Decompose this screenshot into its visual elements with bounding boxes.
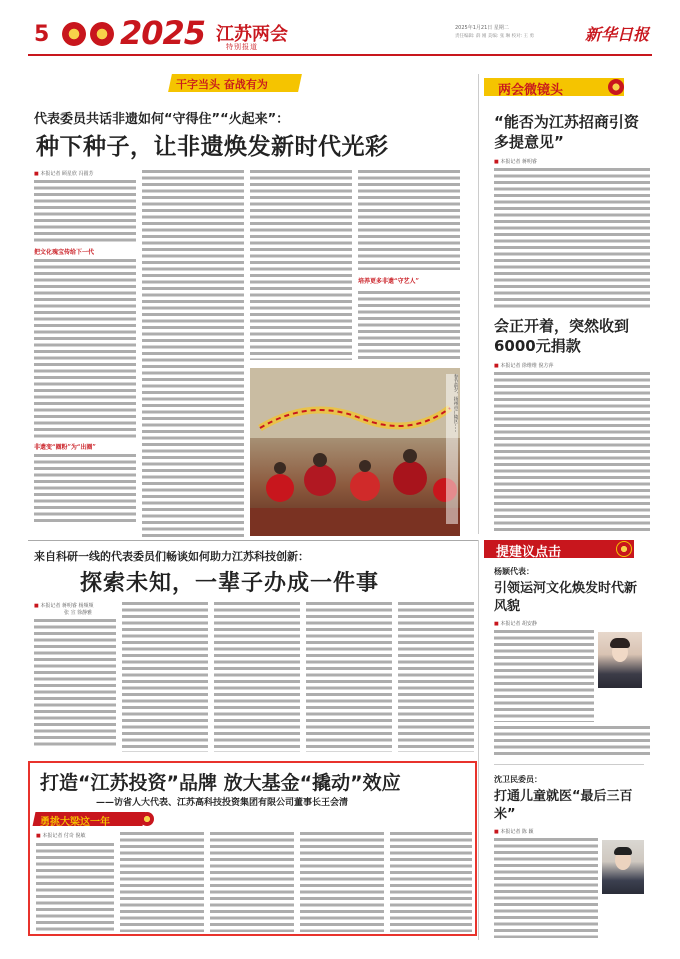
banner-slogan-label: 干字当头 奋战有为 [176,78,268,91]
article2-text-block [34,619,116,749]
article1-text-block [34,259,136,439]
article3-text-block [210,832,294,932]
sidebar2-emblem-icon [616,541,632,557]
article1-text-block [250,170,352,360]
article1-text-block [358,170,460,270]
emblem-icon [62,22,86,46]
sidebar2-headline2: 打通儿童就医“最后三百米” [494,789,633,822]
article1-photo [250,368,460,536]
article1-subheading-3: 非遗变“圈粉”为“出圈” [34,444,96,451]
article1-text-block [142,170,244,538]
sidebar1-byline: 本报记者 蒋明睿 [500,159,537,165]
article3-col1: ■ 本报记者 付奇 倪敏 [36,832,114,932]
article2-col5 [398,602,474,752]
sidebar1-banner: 两会微镜头 [498,83,564,98]
sidebar1-text-block [494,372,650,532]
article1-kicker: 代表委员共话非遗如何“守得住”“火起来”： [34,112,290,127]
article3-col5 [390,832,472,932]
header-date: 2025年1月21日 星期二 [455,25,509,31]
article3-text-block [300,832,384,932]
sidebar1-emblem-icon [608,79,624,95]
sidebar1-headline: “能否为江苏招商引资多提意见” [494,113,639,151]
sidebar2-banner: 提建议点击 [496,545,562,560]
header-year: 2025 [120,14,206,52]
header-section: 江苏两会 [216,24,288,45]
sidebar2-text-block [494,838,598,938]
sidebar1-divider [478,74,479,534]
sidebar1-headline2: 会正开着，突然收到6000元捐款 [494,317,630,355]
sidebar2-portrait2 [602,840,644,894]
paper-logo: 新华日报 [585,25,650,44]
article2-col2 [122,602,208,752]
article1-headline: 种下种子，让非遗焕发新时代光彩 [36,134,389,160]
article3-col4 [300,832,384,932]
article3-emblem-icon [140,812,154,826]
sidebar2-divider-vertical [478,540,479,940]
page-number: 5 [34,22,50,47]
sidebar2-divider [494,764,644,765]
article1-text-block [358,291,460,360]
article3-text-block [120,832,204,932]
article2-byline2: 张 宣 徐静雅 [64,610,93,616]
header-rule [28,54,652,56]
photo-caption-text: 春节前夕，扬州市广陵区…… [453,374,458,433]
article1-col1: ■ 本报记者 顾星欣 冯圆芳 把文化瑰宝传给下一代 非遗变“圈粉”为“出圈” [34,170,136,538]
portrait-hair [614,847,632,855]
photo-caption [446,374,458,524]
sidebar2-byline2: 本报记者 陈 颖 [500,829,534,835]
article1-col2 [142,170,244,538]
section-divider [28,540,478,541]
article2-byline1: 本报记者 蒋明睿 杨频频 [40,603,94,609]
sidebar1-byline2: 本报记者 徐维维 倪方萍 [500,363,554,369]
article3-byline: 本报记者 付奇 倪敏 [42,833,86,839]
article1-subheading-2: 培养更多非遗“守艺人” [358,278,419,285]
article3-col3 [210,832,294,932]
article1-text-block [34,180,136,244]
article2-kicker: 来自科研一线的代表委员们畅谈如何助力江苏科技创新： [34,550,309,563]
article2-text-block [122,602,208,752]
portrait-hair [610,638,630,648]
sidebar1: 两会微镜头 “能否为江苏招商引资多提意见” ■ 本报记者 蒋明睿 会正开着，突然收到6000元捐款 ■ 本报记者 徐维维 倪方萍 [484,74,652,534]
article3-banner: 勇挑大梁这一年 [40,817,110,828]
article3-headline: 打造“江苏投资”品牌 放大基金“撬动”效应 [40,772,401,794]
header-editors: 责任编辑: 薛 刚 美编: 张 琳 校对: 王 勇 [455,34,534,39]
sidebar2-byline: 本报记者 胡安静 [500,621,537,627]
sidebar1-text-block [494,168,650,308]
article2-col4 [306,602,392,752]
sidebar2-person: 杨颖代表： [494,567,534,576]
sidebar2-text-block [494,630,594,722]
article2-col1: ■ 本报记者 蒋明睿 杨频频 张 宣 徐静雅 [34,602,116,752]
article2-text-block [398,602,474,752]
header-special: 特别报道 [226,43,258,51]
sidebar2-person2: 沈卫民委员： [494,775,542,784]
page-header [0,0,680,56]
sidebar2-portrait [598,632,642,688]
emblem-icon [90,22,114,46]
article1-text-block [34,454,136,524]
sidebar2: 提建议点击 杨颖代表： 引领运河文化焕发时代新风貌 ■ 本报记者 胡安静 沈卫民委员： 打通儿童就医“最后三百米” ■ 本报记者 陈 颖 [484,540,652,940]
article3-subtitle: ——访省人大代表、江苏高科技投资集团有限公司董事长王会清 [96,798,349,808]
article1-col3 [250,170,352,360]
article1-byline: 本报记者 顾星欣 冯圆芳 [40,171,94,177]
article3-col2 [120,832,204,932]
article2-col3 [214,602,300,752]
sidebar2-headline: 引领运河文化焕发时代新风貌 [494,581,638,614]
sidebar2-text-block [494,726,650,758]
article1-subheading-1: 把文化瑰宝传给下一代 [34,249,95,256]
article2-text-block [214,602,300,752]
performers-illustration [250,368,460,536]
article3-text-block [390,832,472,932]
article1-col4 [358,170,460,360]
article2-headline: 探索未知，一辈子办成一件事 [80,571,380,596]
article3-text-block [36,843,114,931]
article2-text-block [306,602,392,752]
